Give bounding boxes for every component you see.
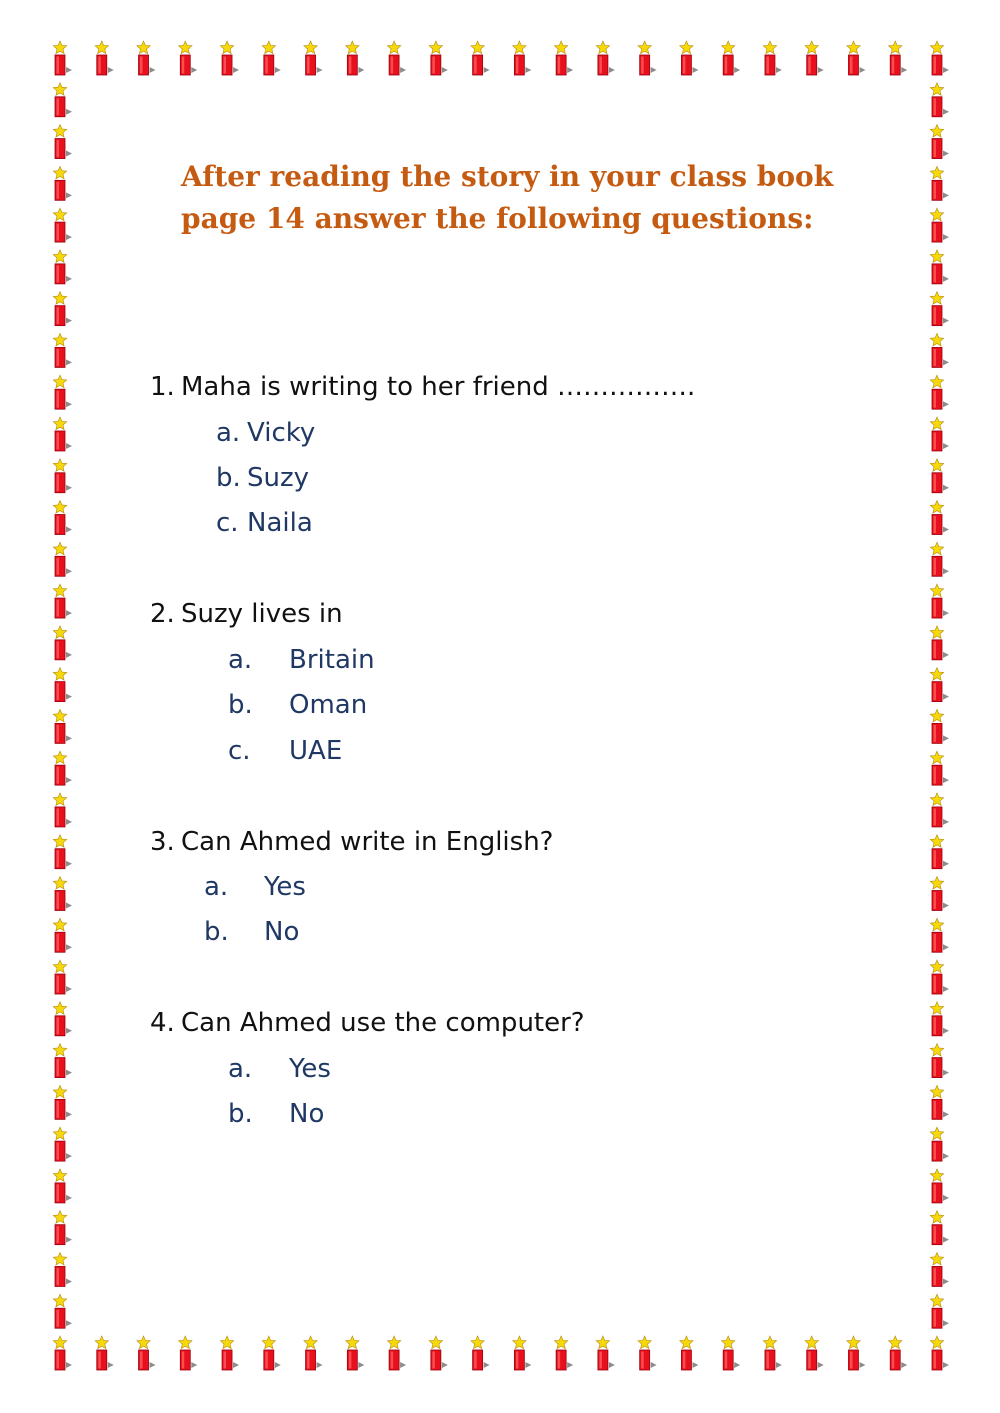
candle-star-icon	[889, 41, 908, 75]
candle-star-icon	[387, 1336, 406, 1370]
candle-star-icon	[721, 1336, 740, 1370]
candle-star-icon	[262, 1336, 281, 1370]
candle-star-icon	[53, 83, 72, 117]
candle-star-icon	[930, 501, 949, 535]
candle-star-icon	[930, 41, 949, 75]
candle-star-icon	[53, 835, 72, 869]
candle-star-icon	[95, 1336, 114, 1370]
candle-star-icon	[554, 41, 573, 75]
option-letter: c.	[228, 736, 251, 766]
candle-star-icon	[137, 41, 156, 75]
candle-star-icon	[889, 1336, 908, 1370]
candle-star-icon	[930, 1211, 949, 1245]
answer-option[interactable]	[228, 736, 342, 766]
candle-star-icon	[53, 166, 72, 200]
candle-star-icon	[763, 41, 782, 75]
candle-star-icon	[429, 41, 448, 75]
answer-option[interactable]	[216, 418, 315, 448]
option-text: Yes	[289, 1054, 331, 1084]
candle-star-icon	[346, 41, 365, 75]
candle-star-icon	[53, 751, 72, 785]
candle-star-icon	[429, 1336, 448, 1370]
option-text: No	[264, 917, 300, 947]
option-text: Oman	[289, 690, 368, 720]
candle-star-icon	[53, 125, 72, 159]
candle-star-icon	[930, 1085, 949, 1119]
question-text	[150, 1008, 585, 1038]
candle-star-icon	[930, 1002, 949, 1036]
option-letter: a.	[216, 418, 241, 448]
question-prompt: Can Ahmed use the computer?	[181, 1008, 585, 1038]
candle-star-icon	[53, 584, 72, 618]
option-text: Britain	[289, 645, 375, 675]
candle-star-icon	[805, 1336, 824, 1370]
candle-star-icon	[53, 918, 72, 952]
candle-star-icon	[53, 960, 72, 994]
candle-star-icon	[930, 125, 949, 159]
candle-star-icon	[930, 709, 949, 743]
candle-star-icon	[930, 835, 949, 869]
option-text: Naila	[247, 508, 313, 538]
candle-star-icon	[638, 41, 657, 75]
candle-star-icon	[930, 333, 949, 367]
candle-star-icon	[930, 83, 949, 117]
candle-star-icon	[847, 1336, 866, 1370]
option-letter: b.	[216, 463, 241, 493]
candle-star-icon	[930, 960, 949, 994]
candle-star-icon	[930, 292, 949, 326]
question-prompt: Maha is writing to her friend …………….	[181, 372, 696, 402]
candle-star-icon	[930, 166, 949, 200]
candle-star-icon	[680, 41, 699, 75]
candle-star-icon	[513, 1336, 532, 1370]
candle-star-icon	[53, 1002, 72, 1036]
candle-star-icon	[220, 1336, 239, 1370]
candle-star-icon	[721, 41, 740, 75]
candle-star-icon	[930, 542, 949, 576]
candle-star-icon	[930, 793, 949, 827]
candle-star-icon	[930, 1294, 949, 1328]
candle-star-icon	[471, 1336, 490, 1370]
candle-star-icon	[53, 1044, 72, 1078]
question-number: 1.	[150, 372, 175, 402]
question-number: 4.	[150, 1008, 175, 1038]
candle-star-icon	[346, 1336, 365, 1370]
candle-star-icon	[930, 1044, 949, 1078]
candle-star-icon	[53, 292, 72, 326]
candle-star-icon	[513, 41, 532, 75]
candle-star-icon	[53, 1085, 72, 1119]
candle-star-icon	[304, 41, 323, 75]
candle-star-icon	[304, 1336, 323, 1370]
candle-star-icon	[638, 1336, 657, 1370]
candle-star-icon	[53, 626, 72, 660]
candle-star-icon	[554, 1336, 573, 1370]
candle-star-icon	[930, 751, 949, 785]
answer-option[interactable]	[204, 917, 299, 947]
option-text: Vicky	[247, 418, 316, 448]
candle-star-icon	[53, 1336, 72, 1370]
candle-star-icon	[262, 41, 281, 75]
candle-star-icon	[930, 417, 949, 451]
candle-star-icon	[53, 1169, 72, 1203]
answer-option[interactable]	[216, 463, 309, 493]
option-letter: b.	[204, 917, 229, 947]
candle-star-icon	[53, 1252, 72, 1286]
candle-star-icon	[387, 41, 406, 75]
candle-star-icon	[596, 41, 615, 75]
option-letter: c.	[216, 508, 239, 538]
candle-star-icon	[53, 333, 72, 367]
candle-star-icon	[137, 1336, 156, 1370]
candle-star-icon	[53, 375, 72, 409]
candle-star-icon	[53, 208, 72, 242]
candle-star-icon	[930, 668, 949, 702]
question-number: 2.	[150, 599, 175, 629]
question-prompt: Can Ahmed write in English?	[181, 827, 554, 857]
question-number: 3.	[150, 827, 175, 857]
candle-star-icon	[53, 876, 72, 910]
question-text	[150, 827, 553, 857]
candle-star-icon	[930, 459, 949, 493]
candle-star-icon	[53, 668, 72, 702]
candle-star-icon	[53, 1294, 72, 1328]
candle-star-icon	[471, 41, 490, 75]
candle-star-icon	[53, 542, 72, 576]
option-text: Suzy	[247, 463, 310, 493]
answer-option[interactable]	[228, 690, 367, 720]
candle-star-icon	[930, 1252, 949, 1286]
answer-option[interactable]	[204, 872, 306, 902]
option-letter: b.	[228, 690, 253, 720]
candle-star-icon	[680, 1336, 699, 1370]
candle-star-icon	[179, 1336, 198, 1370]
candle-star-icon	[847, 41, 866, 75]
candle-star-icon	[53, 459, 72, 493]
option-text: Yes	[264, 872, 306, 902]
answer-option[interactable]	[228, 1054, 331, 1084]
option-letter: b.	[228, 1099, 253, 1129]
candle-star-icon	[53, 250, 72, 284]
candle-star-icon	[53, 1127, 72, 1161]
candle-star-icon	[930, 208, 949, 242]
option-text: UAE	[289, 736, 343, 766]
answer-option[interactable]	[216, 508, 313, 538]
option-letter: a.	[228, 645, 253, 675]
answer-option[interactable]	[228, 1099, 324, 1129]
candle-star-icon	[930, 876, 949, 910]
candle-star-icon	[596, 1336, 615, 1370]
candle-star-icon	[53, 41, 72, 75]
candle-star-icon	[805, 41, 824, 75]
candle-star-icon	[930, 584, 949, 618]
candle-star-icon	[930, 626, 949, 660]
question-text	[150, 599, 343, 629]
option-letter: a.	[204, 872, 229, 902]
instructions-heading: After reading the story in your class book page 14 answer the following questions:	[181, 160, 834, 235]
candle-star-icon	[220, 41, 239, 75]
candle-star-icon	[930, 1127, 949, 1161]
question-text	[150, 372, 695, 402]
candle-star-icon	[930, 250, 949, 284]
candle-star-icon	[53, 1211, 72, 1245]
candle-star-icon	[930, 1336, 949, 1370]
candle-star-icon	[53, 501, 72, 535]
candle-star-icon	[53, 793, 72, 827]
answer-option[interactable]	[228, 645, 375, 675]
candle-star-icon	[930, 1169, 949, 1203]
candle-star-icon	[95, 41, 114, 75]
candle-star-icon	[179, 41, 198, 75]
candle-star-icon	[930, 918, 949, 952]
candle-star-icon	[763, 1336, 782, 1370]
candle-star-icon	[930, 375, 949, 409]
question-prompt: Suzy lives in	[181, 599, 343, 629]
candle-star-icon	[53, 709, 72, 743]
candle-star-icon	[53, 417, 72, 451]
option-letter: a.	[228, 1054, 253, 1084]
option-text: No	[289, 1099, 325, 1129]
